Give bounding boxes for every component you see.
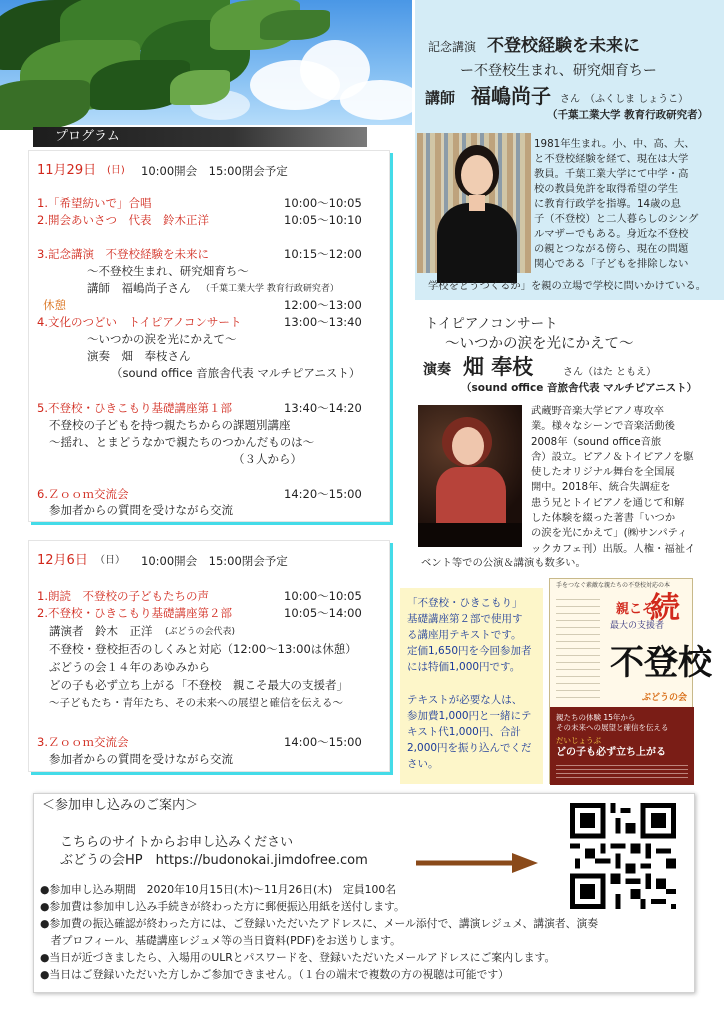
book-author-list: [556, 599, 600, 699]
note-line: さい。: [407, 758, 439, 770]
book-saidai: 最大の支援者: [610, 621, 665, 631]
concert-affiliation: （sound office 音旅舎代表 マルチピアニスト）: [461, 382, 698, 394]
day2-item-label: 不登校・登校拒否のしくみと対応（12:00～13:00は休憩）: [49, 642, 357, 656]
bio-line: 1981年生まれ。小、中、高、大、: [534, 138, 695, 150]
day2-card: [28, 540, 390, 772]
day1-time: 10:00開会 15:00閉会予定: [141, 164, 288, 178]
note-line: る講座用テキストです。: [407, 629, 522, 641]
info-site-url[interactable]: ぶどうの会HP https://budonokai.jimdofree.com: [60, 853, 368, 868]
info-bullet: ●参加申し込み期間 2020年10月15日(木)～11月26日(木) 定員100名: [40, 883, 397, 896]
note-line: 基礎講座第２部で使用す: [407, 613, 523, 625]
day1-item-time: 10:05～10:10: [284, 213, 362, 227]
info-heading: ＜参加申し込みのご案内＞: [42, 798, 199, 813]
day1-item-label: 講師 福嶋尚子さん: [87, 281, 191, 295]
info-bullet: ●参加費の振込確認が終わった方には、ご登録いただいたアドレスに、メール添付で、講演レジュメ、講演者、演奏: [40, 917, 599, 930]
day1-item-aff: （千葉工業大学 教育行政研究者）: [201, 284, 339, 294]
day1-item-label: 4.文化のつどい トイピアノコンサート: [37, 315, 242, 329]
bio-line: の親とつながる傍ら、現在の問題: [534, 243, 689, 255]
day1-card: [28, 150, 390, 522]
day2-item-label: 3.Ｚｏｏｍ交流会: [37, 735, 129, 749]
day2-item-time: 10:05～14:00: [284, 606, 362, 620]
concert-panel: [415, 310, 724, 580]
day1-item-time: 10:15～12:00: [284, 247, 362, 261]
day1-item-label: （sound office 音旅舎代表 マルチピアニスト）: [111, 366, 361, 380]
lecture-bio: [534, 137, 722, 272]
bio-line: 武蔵野音楽大学ピアノ専攻卒: [531, 405, 665, 417]
day2-item-aff: (ぶどうの会代表): [165, 627, 236, 637]
day2-item-time: 10:00～10:05: [284, 589, 362, 603]
day1-item-label: 演奏 畑 奉枝さん: [87, 349, 191, 363]
info-bullet: ●当日はご登録いただいた方しかご参加できません。（１台の端末で複数の方の視聴は可能です）: [40, 968, 509, 981]
lecture-affiliation: （千葉工業大学 教育行政研究者）: [547, 109, 709, 121]
book-fine-print: [556, 765, 688, 779]
book-logo: ぶどうの会: [642, 693, 688, 703]
bio-line: 患う兄とトイピアノを通じて和解: [531, 496, 685, 509]
note-line: 「不登校・ひきこもり」: [407, 597, 523, 609]
book-main-title: 不登校: [610, 643, 712, 683]
qr-code[interactable]: [570, 803, 676, 909]
bio-line: 子（不登校）と二人暮らしのシング: [534, 213, 699, 225]
concert-bio: [531, 404, 723, 557]
concert-title: トイピアノコンサート: [425, 316, 558, 332]
day1-item-time: 13:00～13:40: [284, 315, 362, 329]
day2-item-label: 講演者 鈴木 正洋: [49, 624, 153, 638]
book-band-line: だいじょうぶ: [556, 736, 601, 745]
day1-item-label: 2.開会あいさつ 代表 鈴木正洋: [37, 213, 209, 227]
concert-subtitle: ～いつかの涙を光にかえて～: [445, 336, 634, 352]
pianist-photo: [418, 405, 522, 547]
lecture-title: 不登校経験を未来に: [487, 36, 640, 56]
info-bullet: ●当日が近づきましたら、入場用のULRとパスワードを、登録いただいたメールアドレスにご案内します。: [40, 951, 556, 964]
day1-item-label: 1.「希望紡いで」合唱: [37, 196, 152, 210]
day1-item-label: ～不登校生まれ、研究畑育ち～: [87, 264, 249, 278]
book-cover: [549, 578, 712, 784]
book-zoku: 続: [650, 591, 680, 626]
bio-line: 舎）設立。ピアノ＆トイピアノを駆: [531, 450, 694, 463]
day2-date: 12月6日: [37, 553, 88, 568]
bio-line: 2008年（sound office音旅: [531, 435, 662, 448]
lecture-koshi: 講師: [425, 89, 456, 107]
header-photo: [0, 0, 412, 125]
day1-item-time: 10:00～10:05: [284, 196, 362, 210]
day2-time: 10:00開会 15:00閉会予定: [141, 554, 288, 568]
info-bullet: 者プロフィール、基礎講座レジュメ等の当日資料(PDF)をお送りします。: [40, 934, 401, 947]
day2-item-label: 参加者からの質問を受けながら交流: [49, 752, 233, 766]
bio-line: 使したオリジナル舞台を全国展: [531, 466, 675, 479]
note-line: 2,000円を振り込んでくだ: [407, 742, 532, 754]
note-line: には特価1,000円です。: [407, 661, 521, 673]
day2-item-label: ぶどうの会１４年のあゆみから: [49, 660, 210, 674]
arrow-right-icon: [416, 853, 540, 873]
day1-item-time: 14:20～15:00: [284, 487, 362, 501]
day2-item-time: 14:00～15:00: [284, 735, 362, 749]
day1-item-label: 不登校の子どもを持つ親たちからの課題別講座: [49, 418, 291, 432]
day1-item-label: 6.Ｚｏｏｍ交流会: [37, 487, 129, 501]
note-line: キスト代1,000円、合計: [407, 726, 521, 738]
day2-item-label: ～子どもたち・青年たち、その未来への展望と確信を伝える～: [49, 697, 343, 709]
bio-line: ックカフェ刊）出版。人権・福祉イ: [531, 542, 696, 555]
day1-item-label: ～揺れ、とまどうなかで親たちのつかんだものは～: [49, 435, 315, 449]
textbook-note: [400, 588, 543, 784]
info-site-line: こちらのサイトからお申し込みください: [60, 835, 294, 850]
note-line: 参加費1,000円と一緒にテ: [407, 710, 532, 722]
book-oya: 親こそ: [616, 602, 656, 617]
concert-reading: （はた ともえ）: [583, 367, 657, 378]
program-heading: プログラム: [33, 127, 367, 147]
book-band-line: どの子も必ず立ち上がる: [556, 747, 666, 758]
day2-item-label: 2.不登校・ひきこもり基礎講座第２部: [37, 606, 232, 620]
day2-item-label: どの子も必ず立ち上がる「不登校 親こそ最大の支援者」: [49, 678, 348, 692]
day1-item-label: 5.不登校・ひきこもり基礎講座第１部: [37, 401, 232, 415]
day1-item-label: 3.記念講演 不登校経験を未来に: [37, 247, 209, 261]
bio-line: 校の教員免許を取得希望の学生: [534, 183, 679, 195]
day1-item-time: 12:00～13:00: [284, 298, 362, 312]
note-line: テキストが必要な人は、: [407, 694, 523, 706]
bio-line: の涙を光にかえて」(㈱サンパティ: [531, 527, 688, 540]
bio-line: ベント等での公演＆講演も数多い。: [421, 557, 586, 569]
bio-line: に教育行政学を指導。14歳の息: [534, 198, 681, 210]
day1-date: 11月29日: [37, 163, 97, 178]
lecturer-photo: [417, 133, 531, 273]
day2-item-label: 1.朗読 不登校の子どもたちの声: [37, 589, 209, 603]
lecture-panel: [415, 0, 724, 300]
lecture-reading: （ふくしま しょうこ）: [585, 94, 689, 105]
day1-item-time: 13:40～14:20: [284, 401, 362, 415]
day1-item-label: 休憩: [43, 298, 66, 312]
concert-name: 畑 奉枝: [463, 355, 534, 379]
lecture-kinen: 記念講演: [428, 40, 477, 54]
lecture-san: さん: [560, 94, 580, 105]
day1-dow: (日): [107, 165, 125, 176]
bio-line: 業。様々なシーンで音楽活動後: [531, 420, 675, 433]
bio-line: 学校をどうつくるか」を親の立場で学校に問いかけている。: [428, 280, 707, 292]
bio-line: 開中。2018年、統合失調症を: [531, 481, 671, 494]
book-top-text: 手をつなぐ素敵な親たちの不登校対応の本: [556, 582, 671, 589]
book-band-line: その未来への展望と確信を伝える: [556, 723, 669, 732]
note-line: 定価1,650円を今回参加者: [407, 645, 532, 657]
concert-san: さん: [563, 367, 583, 378]
bio-line: した体験を綴った著書「いつか: [531, 512, 676, 525]
bio-line: 関心である「子どもを排除しない: [534, 258, 689, 270]
book-band-line: 親たちの体験 15年から: [556, 713, 636, 722]
info-bullet: ●参加費は参加申し込み手続きが終わった方に郵便振込用紙を送付します。: [40, 900, 405, 913]
lecture-subtitle: ー不登校生まれ、研究畑育ちー: [460, 63, 657, 79]
day2-dow: （日）: [95, 555, 125, 566]
day1-item-label: ～いつかの涙を光にかえて～: [87, 332, 237, 346]
concert-ensou: 演奏: [423, 362, 451, 378]
lecture-name: 福嶋尚子: [471, 84, 551, 108]
day1-item-label: 参加者からの質問を受けながら交流: [49, 503, 233, 517]
bio-line: と不登校経験を経て、現在は大学: [534, 153, 689, 165]
bio-line: ルマザーでもある。身近な不登校: [534, 228, 689, 240]
day1-item-label: （３人から）: [233, 452, 302, 466]
bio-line: 教員。千葉工業大学にて中学・高: [534, 168, 689, 180]
